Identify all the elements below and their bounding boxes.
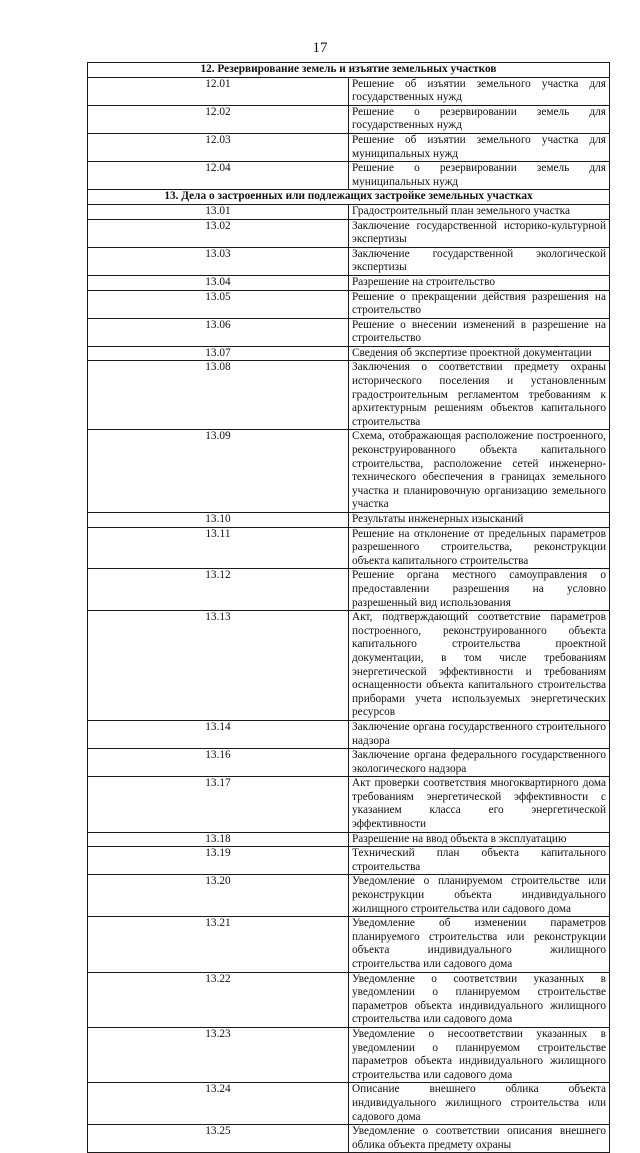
row-code: 13.19 bbox=[88, 847, 349, 875]
table-row bbox=[88, 847, 610, 875]
row-code: 13.24 bbox=[88, 1083, 349, 1125]
row-description: Уведомление о соответствии описания внешнего облика объекта предмету охраны bbox=[349, 1125, 610, 1153]
row-description: Уведомление о несоответствии указанных в уведомлении о планируемом строительстве параметров объекта индивидуального жилищного строительства или садового дома bbox=[349, 1027, 610, 1082]
row-code: 12.03 bbox=[88, 133, 349, 161]
row-description: Акт, подтверждающий соответствие параметров построенного, реконструированного объекта капитального строительства проектной документации, в том числе требованиям энергетической эффективности и требованиям оснащенности объекта капитального строительства приборами учета используемых энергетических ресурсов bbox=[349, 611, 610, 721]
table-row bbox=[88, 133, 610, 161]
row-code: 13.21 bbox=[88, 917, 349, 972]
row-description: Результаты инженерных изысканий bbox=[349, 513, 610, 528]
table-row bbox=[88, 569, 610, 611]
row-code: 13.25 bbox=[88, 1125, 349, 1153]
row-code: 13.20 bbox=[88, 875, 349, 917]
table-row bbox=[88, 77, 610, 105]
section-header-row bbox=[88, 63, 610, 78]
row-description: Сведения об экспертизе проектной документации bbox=[349, 346, 610, 361]
row-code: 13.09 bbox=[88, 430, 349, 513]
row-code: 13.04 bbox=[88, 275, 349, 290]
row-description: Решение об изъятии земельного участка для государственных нужд bbox=[349, 77, 610, 105]
table-body bbox=[88, 63, 610, 1153]
row-code: 13.13 bbox=[88, 611, 349, 721]
table-row bbox=[88, 527, 610, 569]
row-code: 13.06 bbox=[88, 318, 349, 346]
row-code: 13.05 bbox=[88, 290, 349, 318]
row-code: 13.18 bbox=[88, 832, 349, 847]
table-row bbox=[88, 162, 610, 190]
row-description: Заключение органа федерального государственного экологического надзора bbox=[349, 749, 610, 777]
row-code: 13.03 bbox=[88, 247, 349, 275]
section-header-row bbox=[88, 190, 610, 205]
row-code: 13.02 bbox=[88, 219, 349, 247]
row-description: Заключения о соответствии предмету охраны исторического поселения и установленным градостроительным регламентом требованиям к архитектурным решениям объектов капитального строительства bbox=[349, 361, 610, 430]
section-title: 13. Дела о застроенных или подлежащих застройке земельных участках bbox=[88, 190, 610, 205]
row-description: Уведомление о планируемом строительстве или реконструкции объекта индивидуального жилищного строительства или садового дома bbox=[349, 875, 610, 917]
table-row bbox=[88, 247, 610, 275]
row-description: Разрешение на строительство bbox=[349, 275, 610, 290]
row-code: 12.01 bbox=[88, 77, 349, 105]
row-code: 12.04 bbox=[88, 162, 349, 190]
row-description: Решение на отклонение от предельных параметров разрешенного строительства, реконструкции объекта капитального строительства bbox=[349, 527, 610, 569]
table-row bbox=[88, 290, 610, 318]
row-description: Описание внешнего облика объекта индивидуального жилищного строительства или садового дома bbox=[349, 1083, 610, 1125]
row-description: Решение об изъятии земельного участка для муниципальных нужд bbox=[349, 133, 610, 161]
table-row bbox=[88, 275, 610, 290]
table-row bbox=[88, 430, 610, 513]
document-table bbox=[87, 62, 610, 1153]
table-row bbox=[88, 513, 610, 528]
table-row bbox=[88, 875, 610, 917]
row-code: 13.10 bbox=[88, 513, 349, 528]
table-row bbox=[88, 611, 610, 721]
row-code: 13.12 bbox=[88, 569, 349, 611]
row-description: Решение о резервировании земель для государственных нужд bbox=[349, 105, 610, 133]
row-code: 13.22 bbox=[88, 972, 349, 1027]
row-description: Заключение государственной экологической экспертизы bbox=[349, 247, 610, 275]
row-description: Решение о резервировании земель для муниципальных нужд bbox=[349, 162, 610, 190]
row-code: 13.14 bbox=[88, 720, 349, 748]
row-description: Схема, отображающая расположение построенного, реконструированного объекта капитального строительства, расположение сетей инженерно-технического обеспечения в границах земельного участка и планировочную организацию земельного участка bbox=[349, 430, 610, 513]
table-row bbox=[88, 361, 610, 430]
row-code: 13.08 bbox=[88, 361, 349, 430]
row-code: 13.07 bbox=[88, 346, 349, 361]
table-row bbox=[88, 318, 610, 346]
row-description: Градостроительный план земельного участка bbox=[349, 204, 610, 219]
row-description: Заключение государственной историко-культурной экспертизы bbox=[349, 219, 610, 247]
table-row bbox=[88, 1125, 610, 1153]
row-description: Уведомление о соответствии указанных в уведомлении о планируемом строительстве параметров объекта индивидуального жилищного строительства или садового дома bbox=[349, 972, 610, 1027]
row-code: 13.23 bbox=[88, 1027, 349, 1082]
row-description: Решение органа местного самоуправления о предоставлении разрешения на условно разрешенный вид использования bbox=[349, 569, 610, 611]
row-description: Заключение органа государственного строительного надзора bbox=[349, 720, 610, 748]
row-description: Уведомление об изменении параметров планируемого строительства или реконструкции объекта индивидуального жилищного строительства или садового дома bbox=[349, 917, 610, 972]
page-number: 17 bbox=[312, 40, 328, 56]
table-row bbox=[88, 832, 610, 847]
row-description: Акт проверки соответствия многоквартирного дома требованиям энергетической эффективности с указанием класса его энергетической эффективности bbox=[349, 777, 610, 832]
table-row bbox=[88, 917, 610, 972]
section-title: 12. Резервирование земель и изъятие земельных участков bbox=[88, 63, 610, 78]
table-row bbox=[88, 777, 610, 832]
row-code: 13.17 bbox=[88, 777, 349, 832]
row-code: 13.16 bbox=[88, 749, 349, 777]
table-row bbox=[88, 1083, 610, 1125]
row-code: 13.01 bbox=[88, 204, 349, 219]
table-row bbox=[88, 1027, 610, 1082]
row-description: Разрешение на ввод объекта в эксплуатацию bbox=[349, 832, 610, 847]
table-row bbox=[88, 204, 610, 219]
table-row bbox=[88, 749, 610, 777]
table-row bbox=[88, 972, 610, 1027]
row-description: Решение о прекращении действия разрешения на строительство bbox=[349, 290, 610, 318]
row-description: Технический план объекта капитального строительства bbox=[349, 847, 610, 875]
table-row bbox=[88, 720, 610, 748]
table-row bbox=[88, 105, 610, 133]
row-description: Решение о внесении изменений в разрешение на строительство bbox=[349, 318, 610, 346]
row-code: 12.02 bbox=[88, 105, 349, 133]
table-row bbox=[88, 219, 610, 247]
table-row bbox=[88, 346, 610, 361]
row-code: 13.11 bbox=[88, 527, 349, 569]
